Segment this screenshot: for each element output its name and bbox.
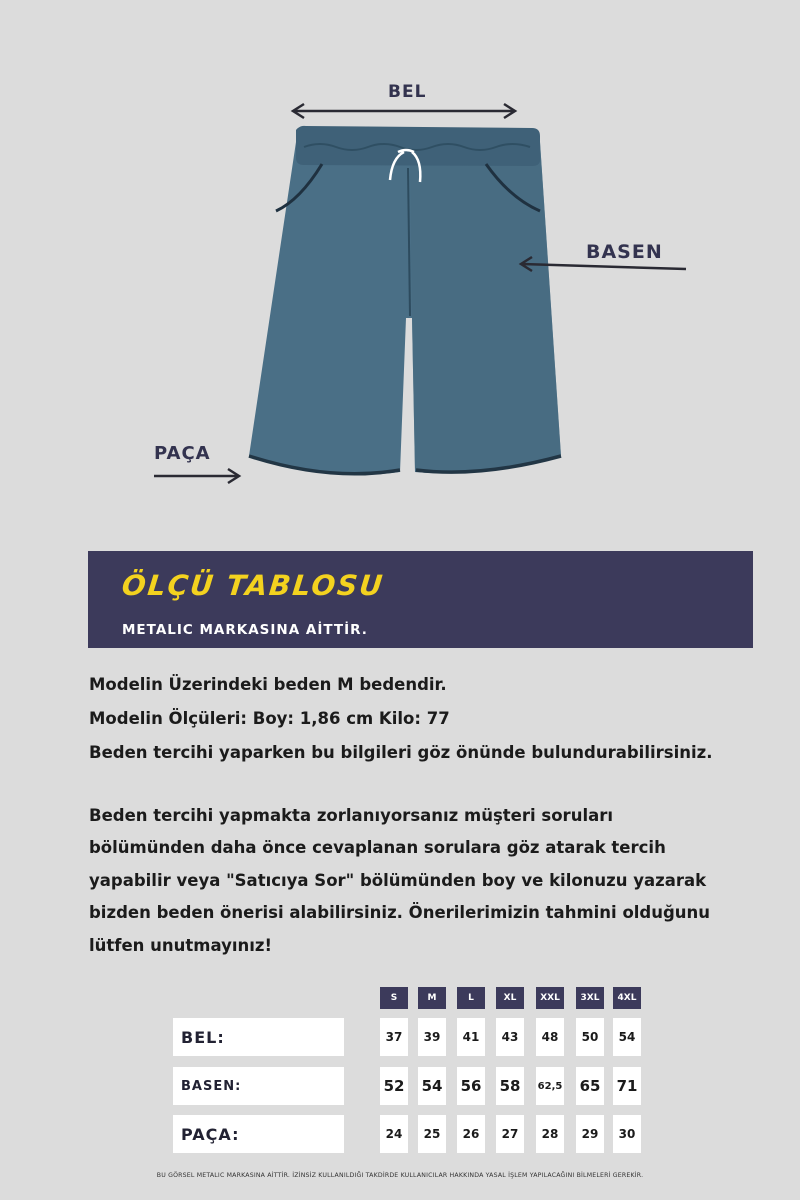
basen-label: BASEN bbox=[586, 241, 663, 263]
row-label-paca: PAÇA: bbox=[173, 1115, 344, 1153]
table-cell: 29 bbox=[576, 1115, 604, 1153]
table-cell: 56 bbox=[457, 1067, 485, 1105]
advice-line: Beden tercihi yapmakta zorlanıyorsanız müşteri soruları bbox=[89, 806, 614, 825]
table-cell: 25 bbox=[418, 1115, 446, 1153]
bel-arrow bbox=[293, 104, 515, 118]
advice-paragraph bbox=[89, 800, 789, 962]
paca-arrow bbox=[154, 469, 239, 483]
size-advice-line: Beden tercihi yaparken bu bilgileri göz önünde bulundurabilirsiniz. bbox=[89, 743, 713, 762]
advice-line: bölümünden daha önce cevaplanan sorulara göz atarak tercih bbox=[89, 838, 666, 858]
shorts-illustration bbox=[0, 0, 800, 540]
size-header-xl: XL bbox=[496, 987, 524, 1009]
table-cell: 30 bbox=[613, 1115, 641, 1153]
bel-label: BEL bbox=[388, 82, 427, 102]
size-header-s: S bbox=[380, 987, 408, 1009]
size-chart-banner bbox=[88, 551, 753, 648]
table-cell: 52 bbox=[380, 1067, 408, 1105]
advice-line: bizden beden önerisi alabilirsiniz. Önerilerimizin tahmini olduğunu bbox=[89, 903, 711, 923]
table-cell: 24 bbox=[380, 1115, 408, 1153]
copyright-footer: BU GÖRSEL METALIC MARKASINA AİTTİR. İZİNSİZ KULLANILDIĞI TAKDİRDE KULLANICILAR HAKKINDA YASAL İŞLEM YAPILACAĞINI BİLMELERİ GEREKİR. bbox=[156, 1172, 644, 1179]
table-cell: 37 bbox=[380, 1018, 408, 1056]
table-cell: 65 bbox=[576, 1067, 604, 1105]
table-cell: 62,5 bbox=[536, 1067, 564, 1105]
table-cell: 43 bbox=[496, 1018, 524, 1056]
shorts-shading bbox=[410, 142, 561, 473]
table-cell: 54 bbox=[613, 1018, 641, 1056]
size-header-4xl: 4XL bbox=[613, 987, 641, 1009]
model-measurements-line: Modelin Ölçüleri: Boy: 1,86 cm Kilo: 77 bbox=[89, 709, 450, 728]
table-cell: 41 bbox=[457, 1018, 485, 1056]
table-cell: 71 bbox=[613, 1067, 641, 1105]
table-cell: 54 bbox=[418, 1067, 446, 1105]
model-info bbox=[89, 668, 789, 770]
paca-label: PAÇA bbox=[154, 443, 211, 464]
model-size-line: Modelin Üzerindeki beden M bedendir. bbox=[89, 675, 447, 694]
size-header-xxl: XXL bbox=[536, 987, 564, 1009]
banner-subtitle: METALIC MARKASINA AİTTİR. bbox=[122, 622, 368, 638]
advice-line: yapabilir veya "Satıcıya Sor" bölümünden boy ve kilonuzu yazarak bbox=[89, 870, 707, 890]
table-cell: 39 bbox=[418, 1018, 446, 1056]
size-header-m: M bbox=[418, 987, 446, 1009]
row-label-bel: BEL: bbox=[173, 1018, 344, 1056]
banner-title: ÖLÇÜ TABLOSU bbox=[120, 569, 386, 602]
table-cell: 28 bbox=[536, 1115, 564, 1153]
advice-line: lütfen unutmayınız! bbox=[89, 935, 273, 955]
table-cell: 58 bbox=[496, 1067, 524, 1105]
table-cell: 48 bbox=[536, 1018, 564, 1056]
size-header-l: L bbox=[457, 987, 485, 1009]
size-header-3xl: 3XL bbox=[576, 987, 604, 1009]
row-label-basen: BASEN: bbox=[173, 1067, 344, 1105]
table-cell: 26 bbox=[457, 1115, 485, 1153]
table-cell: 50 bbox=[576, 1018, 604, 1056]
table-cell: 27 bbox=[496, 1115, 524, 1153]
